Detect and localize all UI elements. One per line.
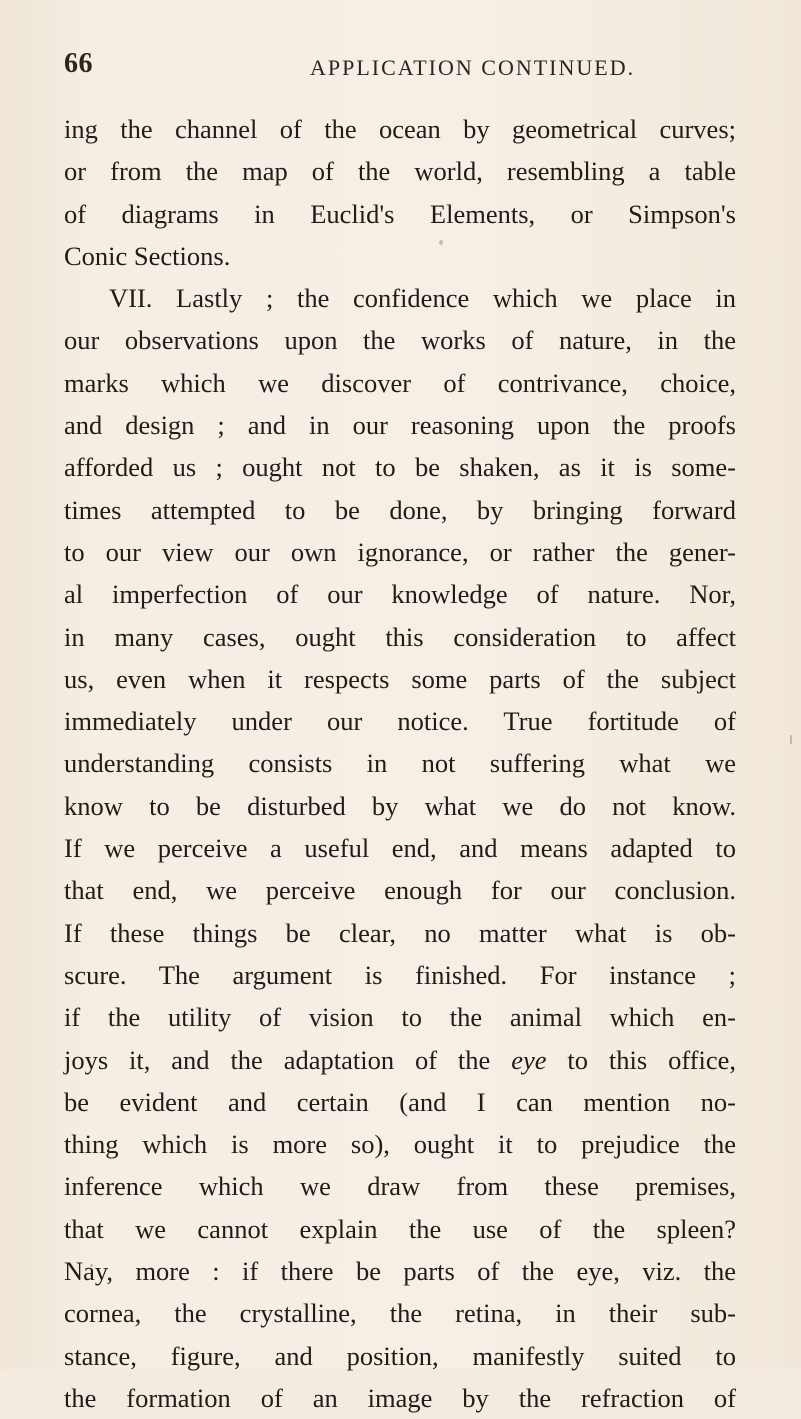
paper-speck xyxy=(90,1264,93,1267)
text-line: inference which we draw from these premises, xyxy=(64,1171,736,1202)
text-line: that end, we perceive enough for our conclusion. xyxy=(64,875,736,906)
text-line: thing which is more so), ought it to prejudice the xyxy=(64,1129,736,1160)
text-line: stance, figure, and position, manifestly suited to xyxy=(64,1340,736,1371)
text-line: If these things be clear, no matter what is ob- xyxy=(64,917,736,948)
italic-word-eye: eye xyxy=(511,1044,547,1075)
paper-speck xyxy=(790,735,792,744)
text-line: in many cases, ought this consideration to affect xyxy=(64,621,736,652)
running-title: APPLICATION CONTINUED. xyxy=(310,55,636,80)
text-line: that we cannot explain the use of the spleen? xyxy=(64,1213,736,1244)
text-line: to our view our own ignorance, or rather the gener- xyxy=(64,536,736,567)
text-line: immediately under our notice. True fortitude of xyxy=(64,706,736,737)
text-line: the formation of an image by the refraction of xyxy=(64,1382,736,1413)
text-line: al imperfection of our knowledge of nature. Nor, xyxy=(64,579,736,610)
text-line: If we perceive a useful end, and means adapted to xyxy=(64,833,736,864)
text-line: marks which we discover of contrivance, choice, xyxy=(64,367,736,398)
text-line: cornea, the crystalline, the retina, in their sub- xyxy=(64,1298,736,1329)
text-line: Nay, more : if there be parts of the eye, viz. the xyxy=(64,1256,736,1287)
text-line: times attempted to be done, by bringing forward xyxy=(64,494,736,525)
text-line: if the utility of vision to the animal which en- xyxy=(64,1002,736,1033)
paper-speck xyxy=(439,240,443,245)
text-segment: to this office, xyxy=(567,1044,736,1075)
body-text xyxy=(64,108,736,1419)
text-segment: joys it, and the adaptation of the xyxy=(64,1044,491,1075)
paragraph-start-line: VII. Lastly ; the confidence which we place in xyxy=(109,283,736,314)
text-line: afforded us ; ought not to be shaken, as it is some- xyxy=(64,452,736,483)
text-line: be evident and certain (and I can mention no- xyxy=(64,1086,736,1117)
running-head xyxy=(64,48,736,88)
page-number: 66 xyxy=(64,48,93,79)
text-line: our observations upon the works of nature, in the xyxy=(64,325,736,356)
text-line: ing the channel of the ocean by geometrical curves; xyxy=(64,114,736,144)
text-line: know to be disturbed by what we do not know. xyxy=(64,790,736,821)
text-line: of diagrams in Euclid's Elements, or Simpson's xyxy=(64,198,736,229)
text-line: understanding consists in not suffering what we xyxy=(64,748,736,779)
text-line xyxy=(64,1039,736,1081)
text-line: Conic Sections. xyxy=(64,240,231,271)
text-line: scure. The argument is finished. For instance ; xyxy=(64,959,736,990)
text-line: or from the map of the world, resembling a table xyxy=(64,156,736,187)
text-line: us, even when it respects some parts of the subject xyxy=(64,663,736,694)
text-line: and design ; and in our reasoning upon the proofs xyxy=(64,410,736,441)
